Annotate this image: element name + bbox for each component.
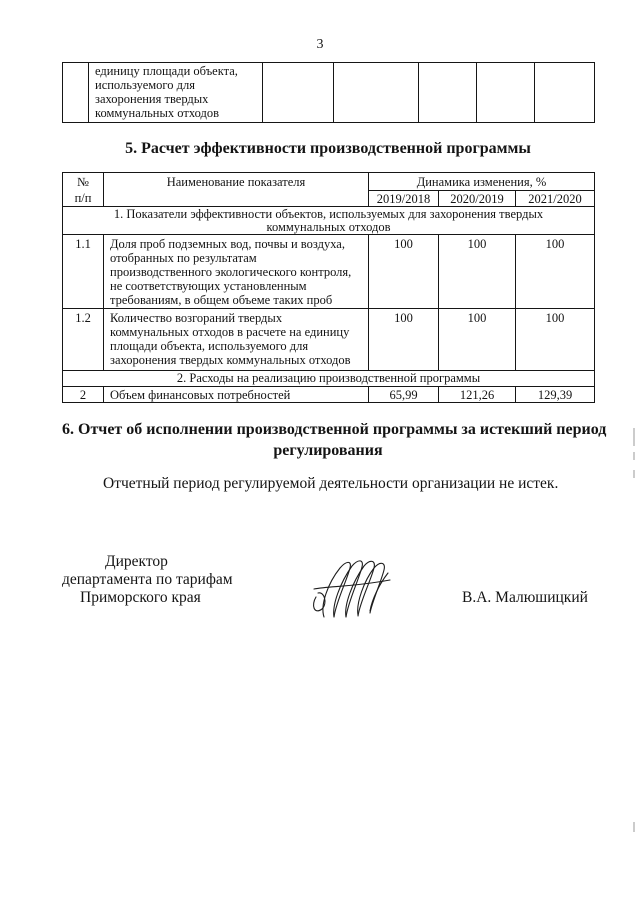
group-title-row: [63, 371, 595, 387]
row-name-line: захоронения твердых коммунальных отходов: [110, 353, 351, 367]
signatory-name: В.А. Малюшицкий: [462, 589, 588, 606]
table-header-number: [63, 173, 104, 207]
table-row: [63, 309, 595, 371]
row-name: [104, 387, 369, 403]
label-line: коммунальных отходов: [95, 106, 219, 120]
header-line: п/п: [74, 191, 92, 205]
empty-cell: [263, 63, 334, 123]
table-row: [63, 235, 595, 309]
group-title: [63, 207, 595, 235]
empty-cell: [419, 63, 477, 123]
row-number: 1.1: [63, 235, 104, 309]
row-value: 100: [516, 235, 595, 309]
row-value: 129,39: [516, 387, 595, 403]
continued-row-label: [89, 63, 263, 123]
row-number: 1.2: [63, 309, 104, 371]
period-header: 2021/2020: [516, 191, 595, 207]
header-line: №: [77, 175, 89, 189]
table-row: [63, 387, 595, 403]
label-line: захоронения твердых: [95, 92, 209, 106]
row-name-line: Объем финансовых потребностей: [110, 388, 291, 402]
empty-cell: [535, 63, 595, 123]
group-title: [63, 371, 595, 387]
row-name-line: Доля проб подземных вод, почвы и воздуха,: [110, 237, 345, 251]
label-line: единицу площади объекта,: [95, 64, 238, 78]
group-title-line: 1. Показатели эффективности объектов, используемых для захоронения твердых: [113, 207, 544, 221]
row-name-line: отобранных по результатам: [110, 251, 257, 265]
row-name: [104, 235, 369, 309]
group-title-line: коммунальных отходов: [266, 220, 391, 234]
row-name-line: производственного экологического контроля,: [110, 265, 352, 279]
group-title-line: 2. Расходы на реализацию производственной программы: [176, 371, 481, 385]
page-number: 3: [316, 37, 324, 52]
row-name-line: площади объекта, используемого для: [110, 339, 309, 353]
section6-paragraph: Отчетный период регулируемой деятельности организации не истек.: [103, 475, 559, 492]
group-title-row: [63, 207, 595, 235]
row-name-line: коммунальных отходов в расчете на единицу: [110, 325, 350, 339]
table-header-name: Наименование показателя: [104, 173, 369, 207]
section5-heading: [62, 139, 594, 159]
table-header-row: [63, 173, 595, 191]
continued-table: [62, 62, 595, 123]
row-value: 121,26: [439, 387, 516, 403]
row-name-line: не соответствующих установленным: [110, 279, 307, 293]
empty-cell: [334, 63, 419, 123]
row-value: 65,99: [369, 387, 439, 403]
empty-cell: [63, 63, 89, 123]
signature-position-line: Приморского края: [80, 589, 201, 606]
row-value: 100: [369, 235, 439, 309]
row-value: 100: [516, 309, 595, 371]
row-value: 100: [439, 235, 516, 309]
scan-edge-marks: [630, 420, 638, 840]
label-line: используемого для: [95, 78, 195, 92]
row-name-line: Количество возгораний твердых: [110, 311, 283, 325]
section6-heading-line: 6. Отчет об исполнении производственной программы за истекший период: [62, 421, 607, 438]
row-value: 100: [439, 309, 516, 371]
period-header: 2019/2018: [369, 191, 439, 207]
efficiency-table: [62, 172, 595, 403]
row-name: [104, 309, 369, 371]
table-header-dynamics: Динамика изменения, %: [369, 173, 595, 191]
empty-cell: [477, 63, 535, 123]
section6-heading: [62, 419, 607, 461]
section5-heading-text: 5. Расчет эффективности производственной программы: [125, 140, 531, 157]
signature-image: [308, 553, 394, 625]
row-value: 100: [369, 309, 439, 371]
row-name-line: требованиям, в общем объеме таких проб: [110, 293, 333, 307]
section6-heading-line: регулирования: [273, 442, 383, 459]
period-header: 2020/2019: [439, 191, 516, 207]
row-number: 2: [63, 387, 104, 403]
signature-position-line: департамента по тарифам: [62, 571, 233, 588]
signature-position-line: Директор: [105, 553, 168, 570]
